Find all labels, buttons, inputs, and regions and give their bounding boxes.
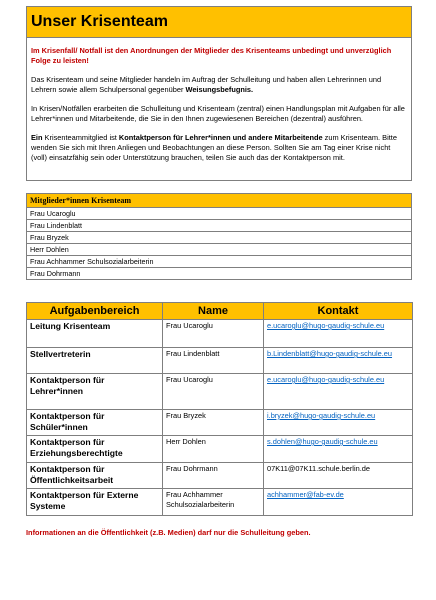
intro-paragraph-3 [31, 133, 407, 163]
table-row [27, 320, 413, 348]
task-contact-cell [264, 348, 413, 374]
intro-paragraph-2: In Krisen/Notfällen erarbeiten die Schulleitung und Krisenteam (zentral) einen Handlungsplan mit Aufgaben für alle Lehrer*innen und Mitarbeitende, die Sie in den Ihnen zugewiesenen Bereichen (dezentral) ausführen. [31, 104, 405, 123]
task-area: Stellvertreterin [27, 348, 163, 374]
p3-text-b: Krisenteammitglied ist [42, 133, 119, 142]
task-contact-cell [264, 463, 413, 489]
tasks-header-row [27, 303, 413, 320]
email-link[interactable]: achhammer@fab-ev.de [267, 490, 344, 499]
member-row: Frau Bryzek [27, 232, 411, 244]
intro-box [26, 6, 412, 181]
task-area: Kontaktperson für Lehrer*innen [27, 374, 163, 410]
table-row [27, 410, 413, 436]
footer-note: Informationen an die Öffentlichkeit (z.B. Medien) darf nur die Schulleitung geben. [26, 528, 311, 537]
task-contact-cell [264, 320, 413, 348]
task-contact-cell [264, 410, 413, 436]
table-row [27, 436, 413, 463]
p1-bold: Weisungsbefugnis. [185, 85, 254, 94]
document-page [26, 6, 412, 538]
header-area: Aufgabenbereich [27, 303, 163, 320]
task-area: Leitung Krisenteam [27, 320, 163, 348]
task-name: Frau Ucaroglu [163, 374, 264, 410]
page-title: Unser Krisenteam [27, 7, 411, 38]
email-link[interactable]: i.bryzek@hugo-gaudig-schule.eu [267, 411, 376, 420]
member-row: Frau Ucaroglu [27, 208, 411, 220]
task-contact-cell [264, 489, 413, 516]
task-area: Kontaktperson für Öffentlichkeitsarbeit [27, 463, 163, 489]
p1-text: Das Krisenteam und seine Mitglieder handeln im Auftrag der Schulleitung und haben allen Lehrerinnen und Lehrern sowie allem Schulpersonal gegenüber [31, 75, 382, 94]
task-area: Kontaktperson für Externe Systeme [27, 489, 163, 516]
email-link[interactable]: e.ucaroglu@hugo-gaudig-schule.eu [267, 321, 385, 330]
table-row [27, 348, 413, 374]
member-row: Frau Dohrmann [30, 269, 81, 278]
email-link[interactable]: b.Lindenblatt@hugo-gaudig-schule.eu [267, 349, 393, 358]
header-name: Name [163, 303, 264, 320]
task-name: Frau Dohrmann [163, 463, 264, 489]
table-row [27, 463, 413, 489]
task-area: Kontaktperson für Erziehungsberechtigte [27, 436, 163, 463]
members-table [26, 193, 412, 280]
task-contact-cell [264, 436, 413, 463]
email-link[interactable]: e.ucaroglu@hugo-gaudig-schule.eu [267, 375, 385, 384]
task-name: Frau Lindenblatt [163, 348, 264, 374]
task-area: Kontaktperson für Schüler*innen [27, 410, 163, 436]
tasks-table [26, 302, 413, 516]
member-row: Frau Achhammer Schulsozialarbeiterin [27, 256, 411, 268]
member-row: Herr Dohlen [27, 244, 411, 256]
task-name: Frau Bryzek [163, 410, 264, 436]
intro-paragraph-1 [31, 75, 407, 95]
p3-text-c: zum Krisenteam. Bitte wenden Sie sich mit Ihren Anliegen und Beobachtungen an diese Person. Sollten Sie am Tag einer Krise nicht (voll) einsatzfähig sein oder Unterstützung brauchen, teilen Sie auch das der Kontaktperson mit. [31, 133, 397, 162]
table-row [27, 489, 413, 516]
p3-ein: Ein [31, 133, 43, 142]
member-row: Frau Lindenblatt [27, 220, 411, 232]
members-list [27, 208, 411, 279]
email-link[interactable]: s.dohlen@hugo-gaudig-schule.eu [267, 437, 378, 446]
task-name: Herr Dohlen [163, 436, 264, 463]
table-row [27, 374, 413, 410]
intro-body [27, 38, 411, 180]
warning-text: Im Krisenfall/ Notfall ist den Anordnungen der Mitglieder des Krisenteams unbedingt und unverzüglich Folge zu leisten! [31, 46, 392, 65]
task-contact-cell [264, 374, 413, 410]
p3-bold: Kontaktperson für Lehrer*innen und andere Mitarbeitende [118, 133, 323, 142]
task-name: Frau Achhammer Schulsozialarbeiterin [163, 489, 264, 516]
email-text: 07K11@07K11.schule.berlin.de [267, 464, 370, 473]
task-name: Frau Ucaroglu [163, 320, 264, 348]
header-contact: Kontakt [264, 303, 413, 320]
members-heading: Mitglieder*innen Krisenteam [27, 194, 411, 208]
